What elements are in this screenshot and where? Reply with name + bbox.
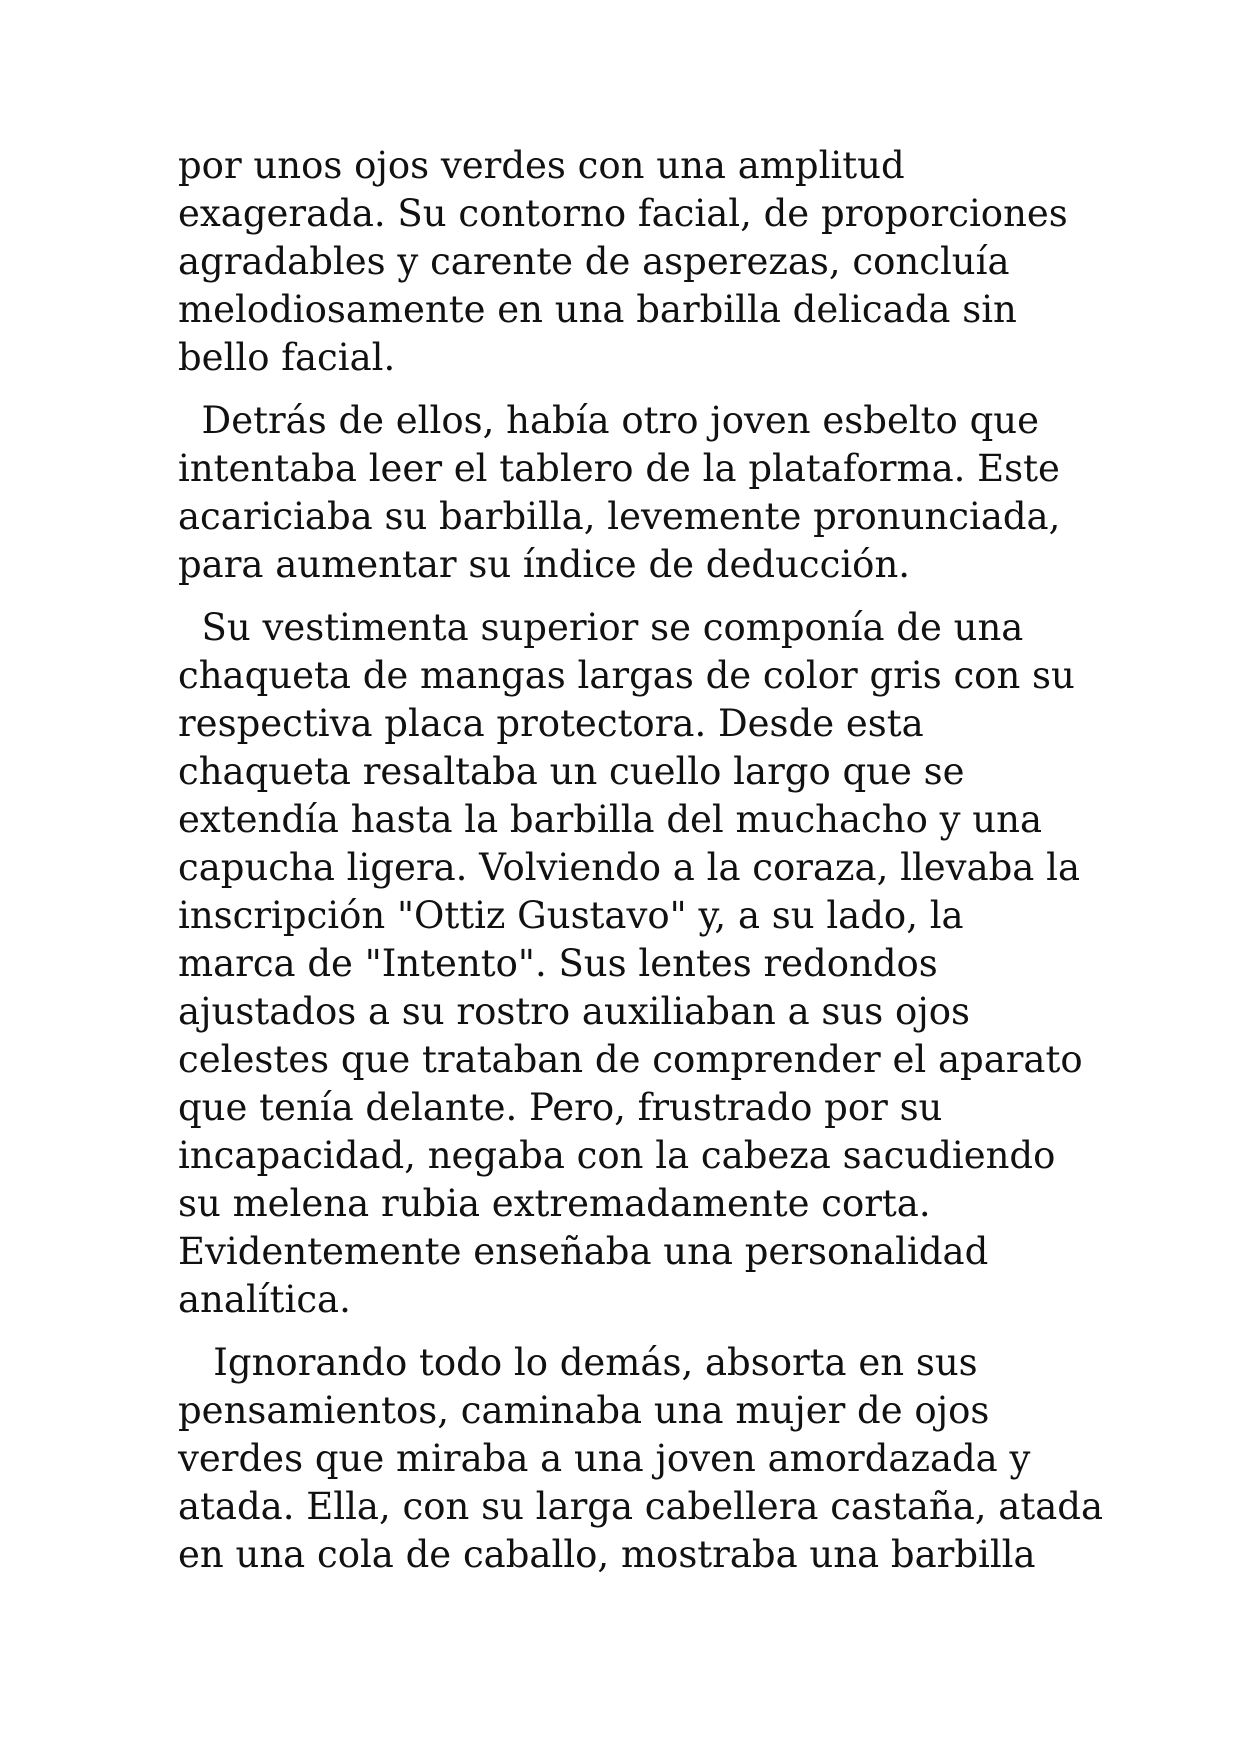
text-line: atada. Ella, con su larga cabellera castaña, atada bbox=[178, 1485, 1104, 1528]
text-line: para aumentar su índice de deducción. bbox=[178, 543, 911, 586]
text-line: acariciaba su barbilla, levemente pronunciada, bbox=[178, 495, 1061, 538]
text-line: Evidentemente enseñaba una personalidad bbox=[178, 1230, 989, 1273]
text-line: incapacidad, negaba con la cabeza sacudiendo bbox=[178, 1134, 1056, 1177]
text-line: su melena rubia extremadamente corta. bbox=[178, 1182, 931, 1225]
text-line: Ignorando todo lo demás, absorta en sus bbox=[178, 1341, 978, 1384]
text-line: bello facial. bbox=[178, 336, 396, 379]
text-line: exagerada. Su contorno facial, de proporciones bbox=[178, 192, 1068, 235]
text-line: analítica. bbox=[178, 1278, 351, 1321]
text-line: Su vestimenta superior se componía de una bbox=[178, 606, 1024, 649]
paragraph-4 bbox=[178, 1339, 1104, 1579]
text-line: pensamientos, caminaba una mujer de ojos bbox=[178, 1389, 990, 1432]
text-line: melodiosamente en una barbilla delicada sin bbox=[178, 288, 1017, 331]
text-line: capucha ligera. Volviendo a la coraza, llevaba la bbox=[178, 846, 1081, 889]
text-line: celestes que trataban de comprender el aparato bbox=[178, 1038, 1083, 1081]
text-line: chaqueta de mangas largas de color gris con su bbox=[178, 654, 1075, 697]
body-text bbox=[178, 142, 1104, 1594]
text-line: chaqueta resaltaba un cuello largo que se bbox=[178, 750, 965, 793]
text-line: marca de "Intento". Sus lentes redondos bbox=[178, 942, 938, 985]
paragraph-1 bbox=[178, 142, 1078, 382]
text-line: respectiva placa protectora. Desde esta bbox=[178, 702, 924, 745]
text-line: que tenía delante. Pero, frustrado por su bbox=[178, 1086, 943, 1129]
paragraph-2 bbox=[178, 397, 1078, 589]
text-line: Detrás de ellos, había otro joven esbelto que bbox=[178, 399, 1039, 442]
text-line: ajustados a su rostro auxiliaban a sus ojos bbox=[178, 990, 970, 1033]
text-line: verdes que miraba a una joven amordazada y bbox=[178, 1437, 1031, 1480]
text-line: inscripción "Ottiz Gustavo" y, a su lado, la bbox=[178, 894, 964, 937]
text-line: intentaba leer el tablero de la plataforma. Este bbox=[178, 447, 1060, 490]
paragraph-3 bbox=[178, 604, 1083, 1324]
text-line: por unos ojos verdes con una amplitud bbox=[178, 144, 905, 187]
text-line: agradables y carente de asperezas, concluía bbox=[178, 240, 1010, 283]
text-line: extendía hasta la barbilla del muchacho y una bbox=[178, 798, 1043, 841]
text-line: en una cola de caballo, mostraba una barbilla bbox=[178, 1533, 1036, 1576]
